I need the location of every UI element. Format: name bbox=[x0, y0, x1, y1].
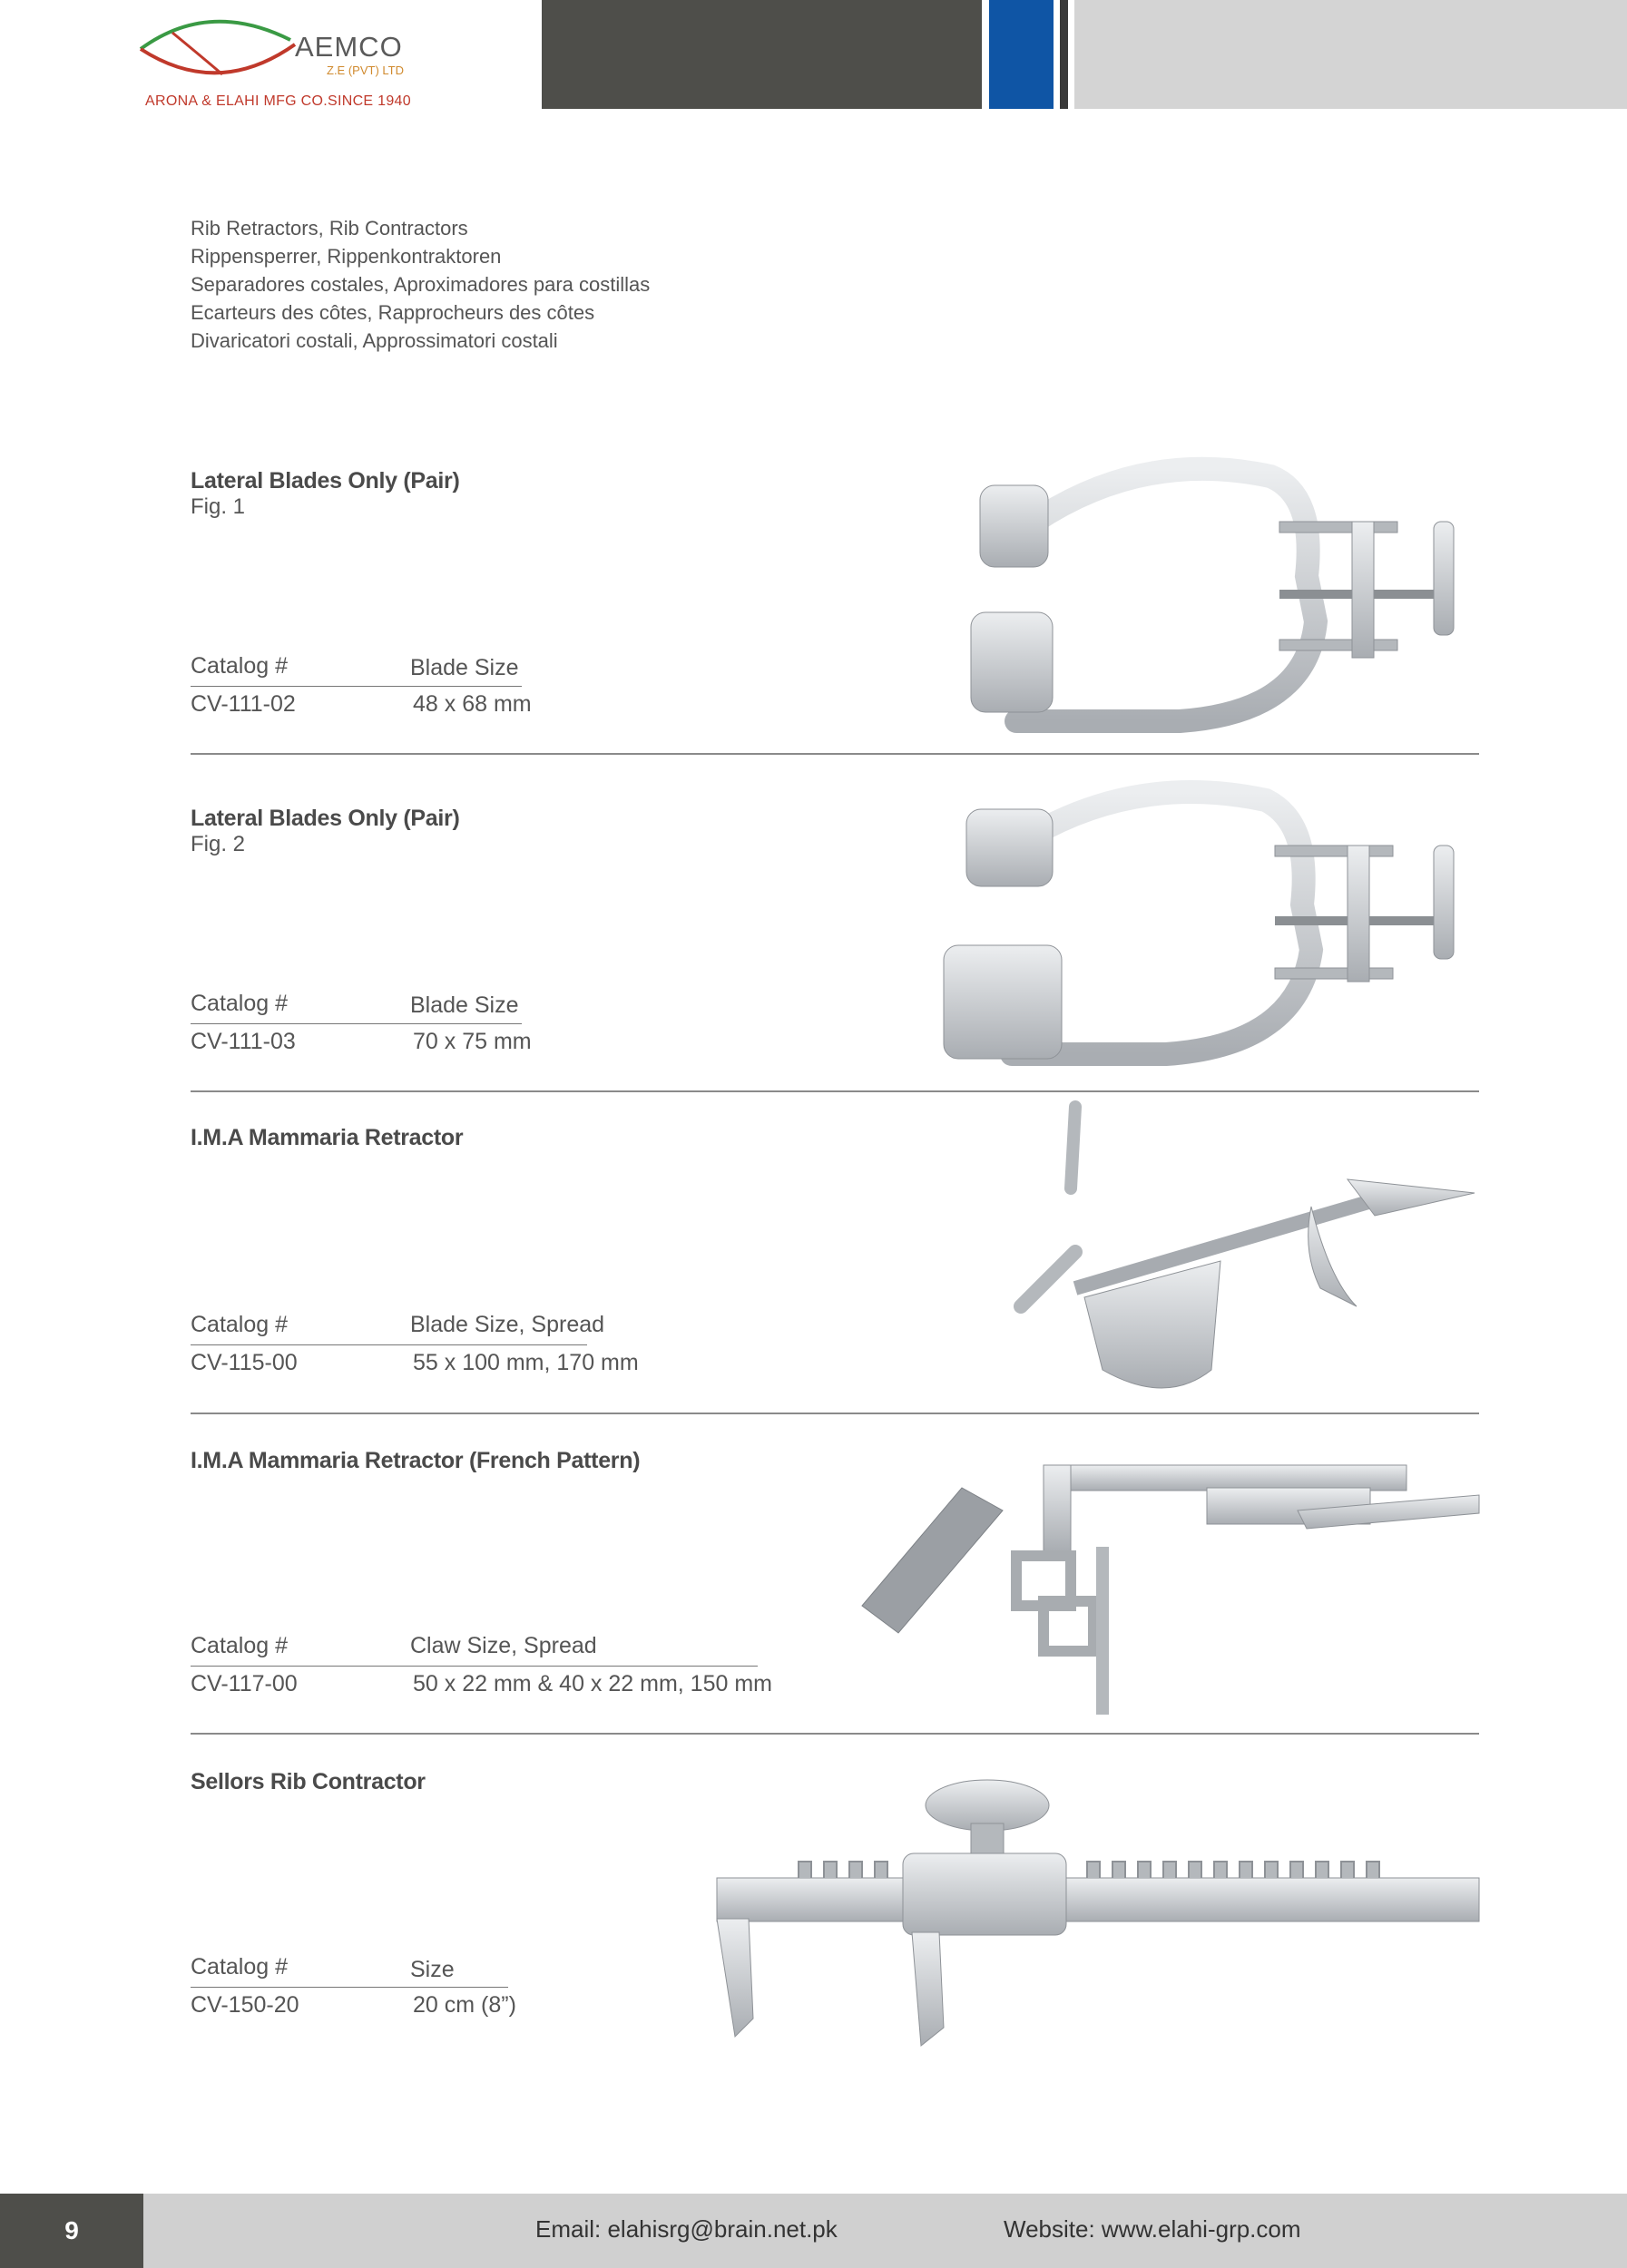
spec-header: Blade Size, Spread bbox=[410, 1312, 605, 1337]
spec-value: 20 cm (8”) bbox=[413, 1992, 516, 2018]
product-title: Sellors Rib Contractor bbox=[191, 1769, 426, 1794]
spec-value: 48 x 68 mm bbox=[413, 691, 532, 717]
header-grey-band bbox=[1074, 0, 1627, 109]
spec-header: Blade Size bbox=[410, 655, 519, 680]
spec-header: Claw Size, Spread bbox=[410, 1633, 597, 1658]
table-rule bbox=[191, 1666, 758, 1667]
intro-line: Separadores costales, Aproximadores para costillas bbox=[191, 273, 651, 296]
catalog-number: CV-115-00 bbox=[191, 1350, 298, 1375]
footer-website-link[interactable]: Website: www.elahi-grp.com bbox=[1004, 2215, 1301, 2243]
brand-name: AEMCO bbox=[295, 31, 403, 63]
product-fig: Fig. 1 bbox=[191, 494, 246, 519]
catalog-header: Catalog # bbox=[191, 991, 289, 1016]
intro-line: Rippensperrer, Rippenkontraktoren bbox=[191, 245, 502, 268]
footer-email-link[interactable]: Email: elahisrg@brain.net.pk bbox=[535, 2215, 838, 2243]
catalog-number: CV-117-00 bbox=[191, 1671, 298, 1696]
brand-tagline: ARONA & ELAHI MFG CO.SINCE 1940 bbox=[145, 93, 411, 109]
product-title: I.M.A Mammaria Retractor (French Pattern) bbox=[191, 1448, 641, 1473]
product-title: Lateral Blades Only (Pair) bbox=[191, 806, 460, 831]
intro-line: Rib Retractors, Rib Contractors bbox=[191, 217, 468, 240]
spec-value: 50 x 22 mm & 40 x 22 mm, 150 mm bbox=[413, 1671, 772, 1696]
spec-header: Size bbox=[410, 1957, 455, 1982]
section-separator bbox=[191, 753, 1479, 755]
spec-value: 70 x 75 mm bbox=[413, 1029, 532, 1054]
catalog-header: Catalog # bbox=[191, 1312, 289, 1337]
section-separator bbox=[191, 1733, 1479, 1735]
product-fig: Fig. 2 bbox=[191, 832, 246, 856]
section-separator bbox=[191, 1413, 1479, 1414]
header-divider bbox=[1060, 0, 1068, 109]
catalog-number: CV-150-20 bbox=[191, 1992, 299, 2018]
rib-retractor-lateral-blades-icon bbox=[939, 782, 1488, 1072]
intro-lines bbox=[191, 214, 650, 355]
spec-header: Blade Size bbox=[410, 992, 519, 1018]
header-blue-band bbox=[989, 0, 1054, 109]
rib-retractor-lateral-blades-icon bbox=[962, 458, 1488, 739]
table-rule bbox=[191, 1344, 587, 1345]
intro-line: Divaricatori costali, Approssimatori costali bbox=[191, 329, 558, 352]
logo-leaf-icon bbox=[136, 13, 318, 85]
catalog-number: CV-111-03 bbox=[191, 1029, 296, 1054]
header-dark-band bbox=[542, 0, 982, 109]
mammaria-retractor-icon bbox=[1003, 1098, 1484, 1411]
table-rule bbox=[191, 686, 522, 687]
brand-subtitle: Z.E (PVT) LTD bbox=[327, 64, 404, 77]
section-separator bbox=[191, 1090, 1479, 1092]
catalog-number: CV-111-02 bbox=[191, 691, 296, 717]
catalog-header: Catalog # bbox=[191, 653, 289, 679]
mammaria-retractor-french-icon bbox=[844, 1424, 1484, 1724]
table-rule bbox=[191, 1987, 508, 1988]
page-number: 9 bbox=[0, 2194, 143, 2268]
catalog-header: Catalog # bbox=[191, 1954, 289, 1980]
intro-line: Ecarteurs des côtes, Rapprocheurs des côtes bbox=[191, 301, 595, 324]
table-rule bbox=[191, 1023, 522, 1024]
sellors-rib-contractor-icon bbox=[699, 1774, 1484, 2050]
product-title: I.M.A Mammaria Retractor bbox=[191, 1125, 464, 1150]
product-title: Lateral Blades Only (Pair) bbox=[191, 468, 460, 494]
catalog-header: Catalog # bbox=[191, 1633, 289, 1658]
spec-value: 55 x 100 mm, 170 mm bbox=[413, 1350, 639, 1375]
